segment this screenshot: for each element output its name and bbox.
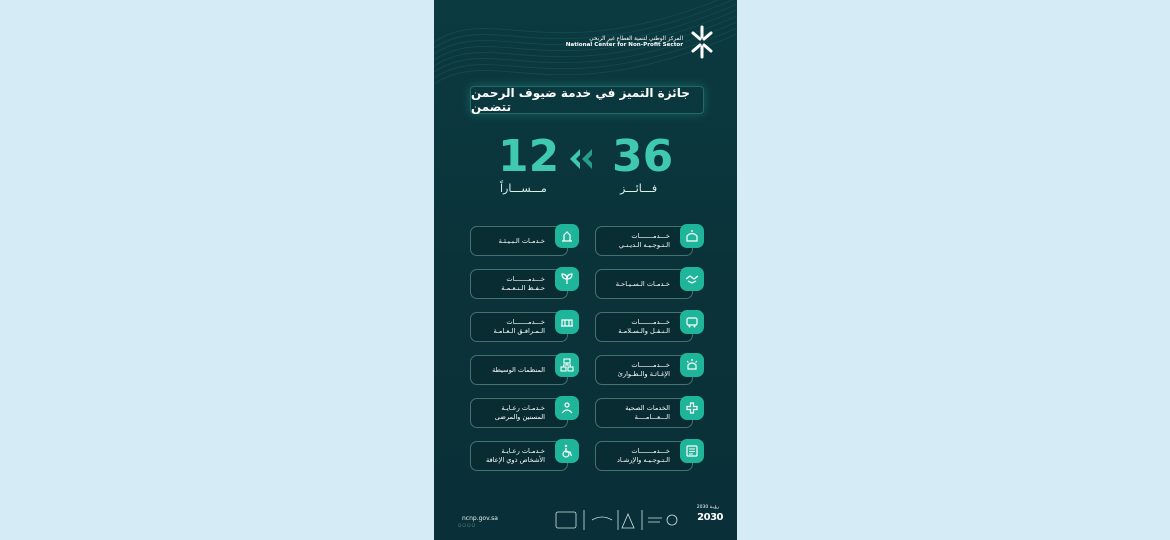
service-line2: الـتـوجـيـه الـديـنـي [618,241,670,249]
leaf-icon [555,267,579,291]
service-line1: خـــدمـــــــات [506,318,545,326]
service-disability-care [470,441,568,471]
footer [434,498,737,540]
vision-label: رؤيـة 2030 [696,505,719,510]
service-line2: الـمـرافـق الـعـامـة [493,327,545,335]
service-line2: الـــعـــامــــة [634,413,670,421]
website-link[interactable]: ncnp.gov.sa [462,515,498,522]
service-guidance [595,441,693,471]
mosque-icon [680,224,704,248]
wheelchair-icon [555,439,579,463]
tracks-count: 12 [498,131,560,182]
service-relief-emergency [595,355,693,385]
logo-text [566,36,683,49]
service-elderly-care [470,398,568,428]
service-line1: خـــدمـــــــات [631,447,670,455]
vision-2030-logo: 2030 [697,512,723,523]
service-line1: خـــدمـــــــات [506,275,545,283]
org-name-en: National Center for Non-Profit Sector [565,42,683,48]
service-tourism [595,269,693,299]
facilities-icon [555,310,579,334]
poster [434,0,737,540]
service-line2: الـنـقـل والـسـلامـة [618,327,670,335]
guidance-icon [680,439,704,463]
service-line2: الـتـوجـيـه والإرشـاد [616,456,670,464]
service-line2: الإغـاثـة والـطـوارئ [617,370,670,378]
care-icon [555,396,579,420]
tracks-label: مـــســـاراً [500,182,547,195]
service-transport-safety [595,312,693,342]
service-line1: خـــدمـــــــات [631,318,670,326]
headline: جائزة التميز في خدمة ضيوف الرحمن تتضمن [470,86,704,114]
service-line1: خـــدمـــــــات [631,232,670,240]
service-line1: خـدمـات الـبـيـئـة [498,236,545,245]
double-chevron-left-icon [566,146,596,172]
service-intermediary-orgs [470,355,568,385]
service-line1: خـدمـات رعـايـة [501,404,545,412]
social-handles: ▢ ▢ ▢ ▢ [458,523,476,527]
service-environment [470,226,568,256]
service-public-health [595,398,693,428]
winners-count: 36 [612,131,674,182]
stats [434,132,737,202]
service-line1: المنظمات الوسيطة [492,365,545,374]
service-religious-guidance [595,226,693,256]
ncnp-mark-icon [689,24,715,60]
service-food-preservation [470,269,568,299]
service-public-facilities [470,312,568,342]
service-line2: المسنين والمرضى [494,413,545,421]
emergency-icon [680,353,704,377]
winners-label: فـــائـــز [620,182,658,195]
service-line2: حـفـظ الـنـعـمـة [501,284,545,292]
service-line1: الخدمات الصحية [625,404,670,412]
service-line1: خـــدمـــــــات [631,361,670,369]
handshake-icon [680,267,704,291]
ncnp-logo [566,24,715,60]
health-icon [680,396,704,420]
org-name-ar: المركز الوطني لتنمية القطاع غير الربحي [589,35,683,42]
organizations-icon [555,353,579,377]
service-line1: خـدمـات رعـايـة [501,447,545,455]
environment-icon [555,224,579,248]
transport-icon [680,310,704,334]
service-line1: خـدمـات الـسـيـاحـة [615,279,670,288]
service-line2: الأشخاص ذوي الإعاقة [485,456,545,464]
